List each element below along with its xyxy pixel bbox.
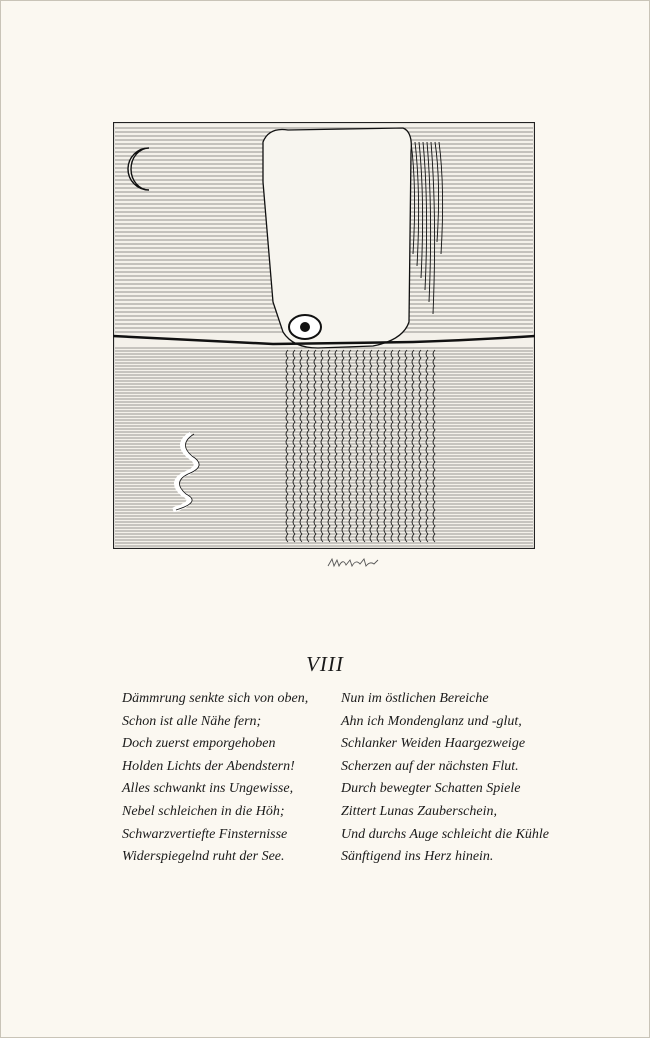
poem-number: VIII (306, 652, 344, 676)
poem-line: Holden Lichts der Abendstern! (122, 758, 295, 774)
artist-signature (326, 556, 382, 570)
willow-trunk (263, 128, 411, 348)
poem-line: Nun im östlichen Bereiche (341, 691, 489, 706)
poem-left-column (122, 688, 308, 869)
poem-line: Schon ist alle Nähe fern; (122, 713, 262, 729)
poem-line: Und durchs Auge schleicht die Kühle (341, 826, 550, 842)
poem-line: Durch bewegter Schatten Spiele (341, 781, 521, 797)
poem-right-column (341, 688, 549, 869)
poem-line: Alles schwankt ins Ungewisse, (122, 781, 294, 797)
poem-line: Zittert Lunas Zauberschein, (341, 803, 497, 819)
poem-line: Schwarzvertiefte Finsternisse (122, 826, 288, 842)
willow-etching-illustration (113, 122, 535, 549)
poem-line: Widerspiegelnd ruht der See. (122, 849, 285, 865)
poem-line: Sänftigend ins Herz hinein. (341, 849, 494, 865)
poem-line: Schlanker Weiden Haargezweige (341, 736, 526, 752)
poem-line: Dämmrung senkte sich von oben, (122, 691, 309, 706)
poem-line: Ahn ich Mondenglanz und -glut, (341, 713, 522, 729)
poem-line: Scherzen auf der nächsten Flut. (341, 758, 519, 774)
poem-line: Doch zuerst emporgehoben (122, 736, 276, 752)
poem-line: Nebel schleichen in die Höh; (122, 803, 285, 819)
